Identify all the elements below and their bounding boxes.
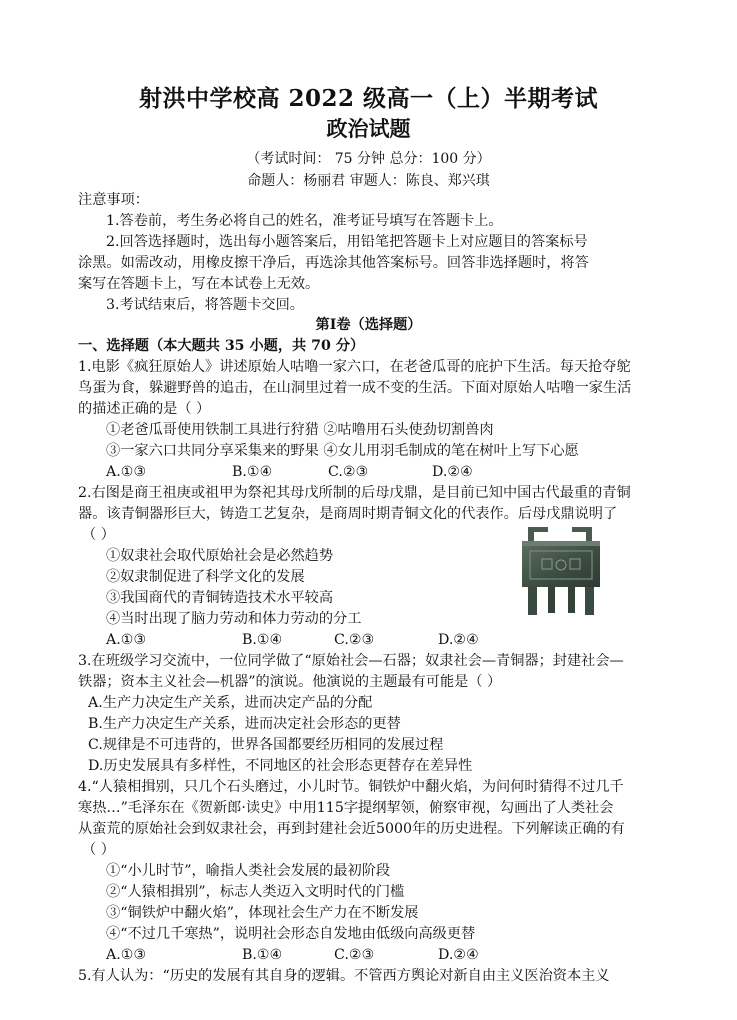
- q1-options: [106, 462, 473, 482]
- option-d: D.②④: [438, 632, 479, 648]
- q4-statement-3: ③“铜铁炉中翻火焰”，体现社会生产力在不断发展: [106, 905, 419, 921]
- exam-authors: 命题人：杨丽君 审题人：陈良、郑兴琪: [247, 173, 490, 189]
- q4-stem-4: （ ）: [82, 842, 115, 858]
- note-2a: 2.回答选择题时，选出每小题答案后，用铅笔把答题卡上对应题目的答案标号: [106, 234, 588, 250]
- note-1: 1.答卷前，考生务必将自己的姓名，准考证号填写在答题卡上。: [106, 213, 503, 229]
- exam-info: （考试时间： 75 分钟 总分：100 分）: [246, 151, 491, 167]
- q4-stem-2: 寒热…”毛泽东在《贺新郎·读史》中用115字提纲挈领，俯察审视，勾画出了人类社会: [78, 800, 614, 816]
- option-c: C.②③: [328, 464, 369, 480]
- q1-stem-1: 1.电影《疯狂原始人》讲述原始人咕噜一家六口，在老爸瓜哥的庇护下生活。每天抢夺鸵: [78, 359, 631, 375]
- q4-statement-2: ②“人猿相揖别”，标志人类迈入文明时代的门槛: [106, 884, 405, 900]
- exam-title: 射洪中学校高 2022 级高一（上）半期考试: [138, 85, 599, 112]
- q2-options: [106, 630, 479, 650]
- q3-stem-1: 3.在班级学习交流中，一位同学做了“原始社会—石器；奴隶社会—青铜器；封建社会—: [78, 653, 624, 669]
- q4-stem-3: 从蛮荒的原始社会到奴隶社会，再到封建社会近5000年的历史进程。下列解读正确的有: [78, 821, 625, 837]
- option-b: B.①④: [242, 947, 283, 963]
- q5-stem-1: 5.有人认为：“历史的发展有其自身的逻辑。不管西方舆论对新自由主义医治资本主义: [78, 968, 610, 984]
- q3-stem-2: 铁器；资本主义社会—机器”的演说。他演说的主题最有可能是（ ）: [78, 674, 502, 690]
- q4-statement-1: ①“小儿时节”，喻指人类社会发展的最初阶段: [106, 863, 391, 879]
- q1-stem-3: 的描述正确的是（ ）: [78, 401, 211, 417]
- q1-statement-1: ①老爸瓜哥使用铁制工具进行狩猎 ②咕噜用石头使劲切割兽肉: [106, 422, 494, 438]
- q3-option-d: D.历史发展具有多样性，不同地区的社会形态更替存在差异性: [88, 758, 473, 774]
- option-b: B.①④: [232, 464, 273, 480]
- option-a: A.①③: [106, 632, 147, 648]
- volume-title: 第Ⅰ卷（选择题）: [315, 317, 422, 333]
- q1-statement-2: ③一家六口共同分享采集来的野果 ④女儿用羽毛制成的笔在树叶上写下心愿: [106, 443, 579, 459]
- note-3: 3.考试结束后，将答题卡交回。: [106, 297, 304, 313]
- option-d: D.②④: [432, 464, 473, 480]
- q4-stem-1: 4.“人猿相揖别，只几个石头磨过，小儿时节。铜铁炉中翻火焰，为问何时猜得不过几千: [78, 779, 624, 795]
- q3-option-a: A.生产力决定生产关系，进而决定产品的分配: [88, 695, 373, 711]
- bronze-ding-image: [520, 525, 602, 617]
- q4-options: [106, 945, 479, 965]
- q2-statement-1: ①奴隶社会取代原始社会是必然趋势: [106, 548, 334, 564]
- section-title: 一、选择题（本大题共 35 小题，共 70 分）: [78, 338, 365, 354]
- q3-option-c: C.规律是不可违背的，世界各国都要经历相同的发展过程: [88, 737, 444, 753]
- q2-stem-2: 器。该青铜器形巨大，铸造工艺复杂，是商周时期青铜文化的代表作。后母戊鼎说明了: [78, 506, 618, 522]
- option-d: D.②④: [438, 947, 479, 963]
- q2-statement-4: ④当时出现了脑力劳动和体力劳动的分工: [106, 611, 362, 627]
- notes-heading: 注意事项：: [78, 192, 149, 208]
- q1-stem-2: 鸟蛋为食，躲避野兽的追击，在山洞里过着一成不变的生活。下面对原始人咕噜一家生活: [78, 380, 632, 396]
- note-2c: 案写在答题卡上，写在本试卷上无效。: [78, 276, 320, 292]
- q3-option-b: B.生产力决定生产关系，进而决定社会形态的更替: [88, 716, 401, 732]
- option-a: A.①③: [106, 464, 147, 480]
- option-c: C.②③: [334, 632, 375, 648]
- q4-statement-4: ④“不过几千寒热”，说明社会形态自发地由低级向高级更替: [106, 926, 476, 942]
- option-a: A.①③: [106, 947, 147, 963]
- exam-subtitle: 政治试题: [326, 116, 411, 141]
- note-2b: 涂黑。如需改动，用橡皮擦干净后，再选涂其他答案标号。回答非选择题时，将答: [78, 255, 589, 271]
- option-c: C.②③: [334, 947, 375, 963]
- q2-stem-1: 2.右图是商王祖庚或祖甲为祭祀其母戊所制的后母戊鼎，是目前已知中国古代最重的青铜: [78, 485, 631, 501]
- q2-statement-2: ②奴隶制促进了科学文化的发展: [106, 569, 305, 585]
- q2-statement-3: ③我国商代的青铜铸造技术水平较高: [106, 590, 334, 606]
- q2-stem-3: （ ）: [82, 527, 115, 543]
- option-b: B.①④: [242, 632, 283, 648]
